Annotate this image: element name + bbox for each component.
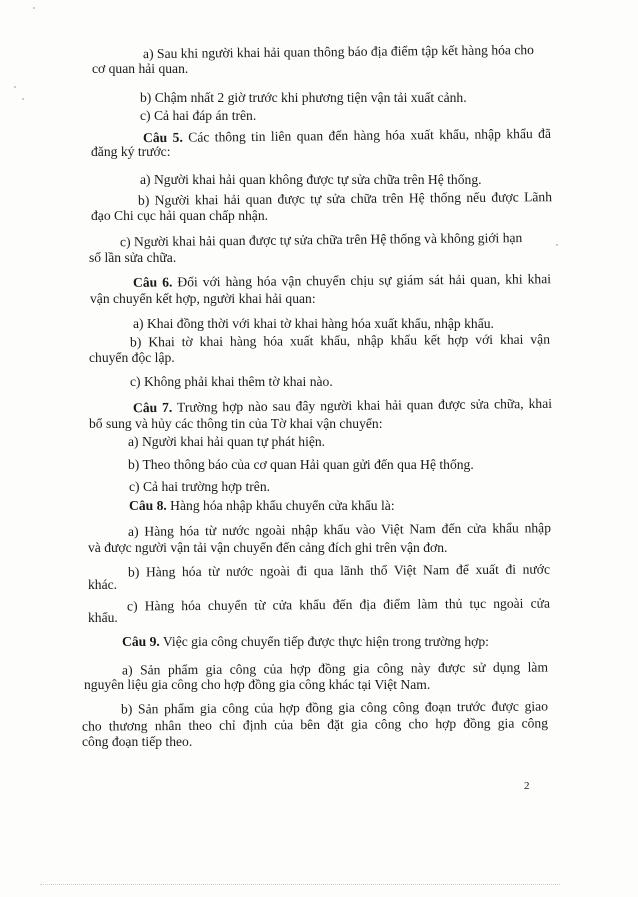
q8-answer-c-line1: c) Hàng hóa chuyển từ cửa khẩu đến địa điểm làm thủ tục ngoài cửa (126, 595, 551, 614)
scan-speck (22, 98, 24, 100)
q7-answer-a: a) Người khai hải quan tự phát hiện. (128, 434, 326, 449)
q6-label: Câu 6. (132, 274, 173, 290)
q6-answer-b-line1: b) Khai tờ khai hàng hóa xuất khẩu, nhập khẩu kết hợp với khai vận (129, 331, 551, 350)
q5-answer-b-line2: đạo Chi cục hải quan chấp nhận. (91, 208, 269, 223)
q8-answer-b-line2: khác. (88, 577, 118, 592)
q8-answer-b-line1: b) Hàng hóa từ nước ngoài đi qua lãnh thổ Việt Nam để xuất đi nước (127, 561, 551, 580)
q9-answer-a-line1: a) Sản phẩm gia công của hợp đồng gia công này được sử dụng làm (121, 659, 549, 678)
q9-answer-a-line2: nguyên liệu gia công cho hợp đồng gia công khác tại Việt Nam. (84, 677, 431, 692)
q8-answer-c-line2: khẩu. (88, 610, 118, 625)
q8-label: Câu 8. (129, 498, 167, 513)
q5-answer-c-line1: c) Người khai hải quan được tự sửa chữa trên Hệ thống và không giới hạn (119, 230, 523, 250)
q6-question-line2: vận chuyển kết hợp, người khai hải quan: (90, 291, 316, 306)
q8-answer-a-line2: và được người vận tải vận chuyển đến cảng đích ghi trên vận đơn. (88, 540, 448, 555)
q5-answer-a: a) Người khai hải quan không được tự sửa chữa trên Hệ thống. (140, 172, 482, 187)
q7-question-line1: Câu 7. Trường hợp nào sau đây người khai hải quan được sửa chữa, khai (132, 395, 553, 416)
q9-label: Câu 9. (122, 634, 160, 649)
scan-speck (33, 7, 35, 9)
q4-answer-a-line2: cơ quan hải quan. (92, 61, 189, 76)
q4-answer-c: c) Cả hai đáp án trên. (140, 108, 257, 123)
q5-label: Câu 5. (142, 129, 183, 146)
q5-question-line1: Câu 5. Các thông tin liên quan đến hàng hóa xuất khẩu, nhập khẩu đã (142, 125, 552, 146)
q7-answer-b: b) Theo thông báo của cơ quan Hải quan gửi đến qua Hệ thống. (128, 457, 474, 472)
q7-question-line2: bổ sung và hủy các thông tin của Tờ khai vận chuyển: (89, 416, 383, 431)
q4-answer-b: b) Chậm nhất 2 giờ trước khi phương tiện vận tải xuất cảnh. (140, 90, 467, 105)
q8-answer-a-line1: a) Hàng hóa từ nước ngoài nhập khẩu vào Việt Nam đến cửa khẩu nhập (127, 520, 552, 539)
q7-answer-c: c) Cả hai trường hợp trên. (129, 479, 271, 494)
q9-answer-b-line2: cho thương nhân theo chỉ định của bên đặt gia công cho hợp đồng gia công (81, 715, 549, 734)
q5-answer-c-line2: số lần sửa chữa. (89, 250, 177, 265)
q9-answer-b-line3: công đoạn tiếp theo. (82, 734, 193, 749)
scan-speck (14, 86, 16, 88)
q5-question-line2: đăng ký trước: (91, 144, 171, 159)
scan-speck (556, 244, 558, 246)
q6-question-line1: Câu 6. Đối với hàng hóa vận chuyển chịu sự giám sát hải quan, khi khai (132, 271, 552, 290)
q4-answer-a-line1: a) Sau khi người khai hải quan thông báo địa điểm tập kết hàng hóa cho (142, 42, 535, 62)
scan-edge-dots (40, 884, 560, 886)
q5-answer-b-line1: b) Người khai hải quan được tự sửa chữa trên Hệ thống nếu được Lãnh (137, 189, 553, 208)
page-number: 2 (524, 780, 530, 792)
q6-answer-b-line2: chuyển độc lập. (89, 350, 175, 365)
q7-label: Câu 7. (132, 399, 173, 416)
q8-question: Câu 8. Hàng hóa nhập khẩu chuyển cửa khẩu là: (129, 498, 395, 513)
q9-answer-b-line1: b) Sản phẩm gia công của hợp đồng gia công công đoạn trước được giao (120, 698, 549, 717)
q9-question: Câu 9. Việc gia công chuyển tiếp được thực hiện trong trường hợp: (122, 634, 489, 649)
q6-answer-c: c) Không phải khai thêm tờ khai nào. (130, 374, 333, 389)
q6-answer-a: a) Khai đồng thời với khai tờ khai hàng hóa xuất khẩu, nhập khẩu. (133, 316, 494, 331)
